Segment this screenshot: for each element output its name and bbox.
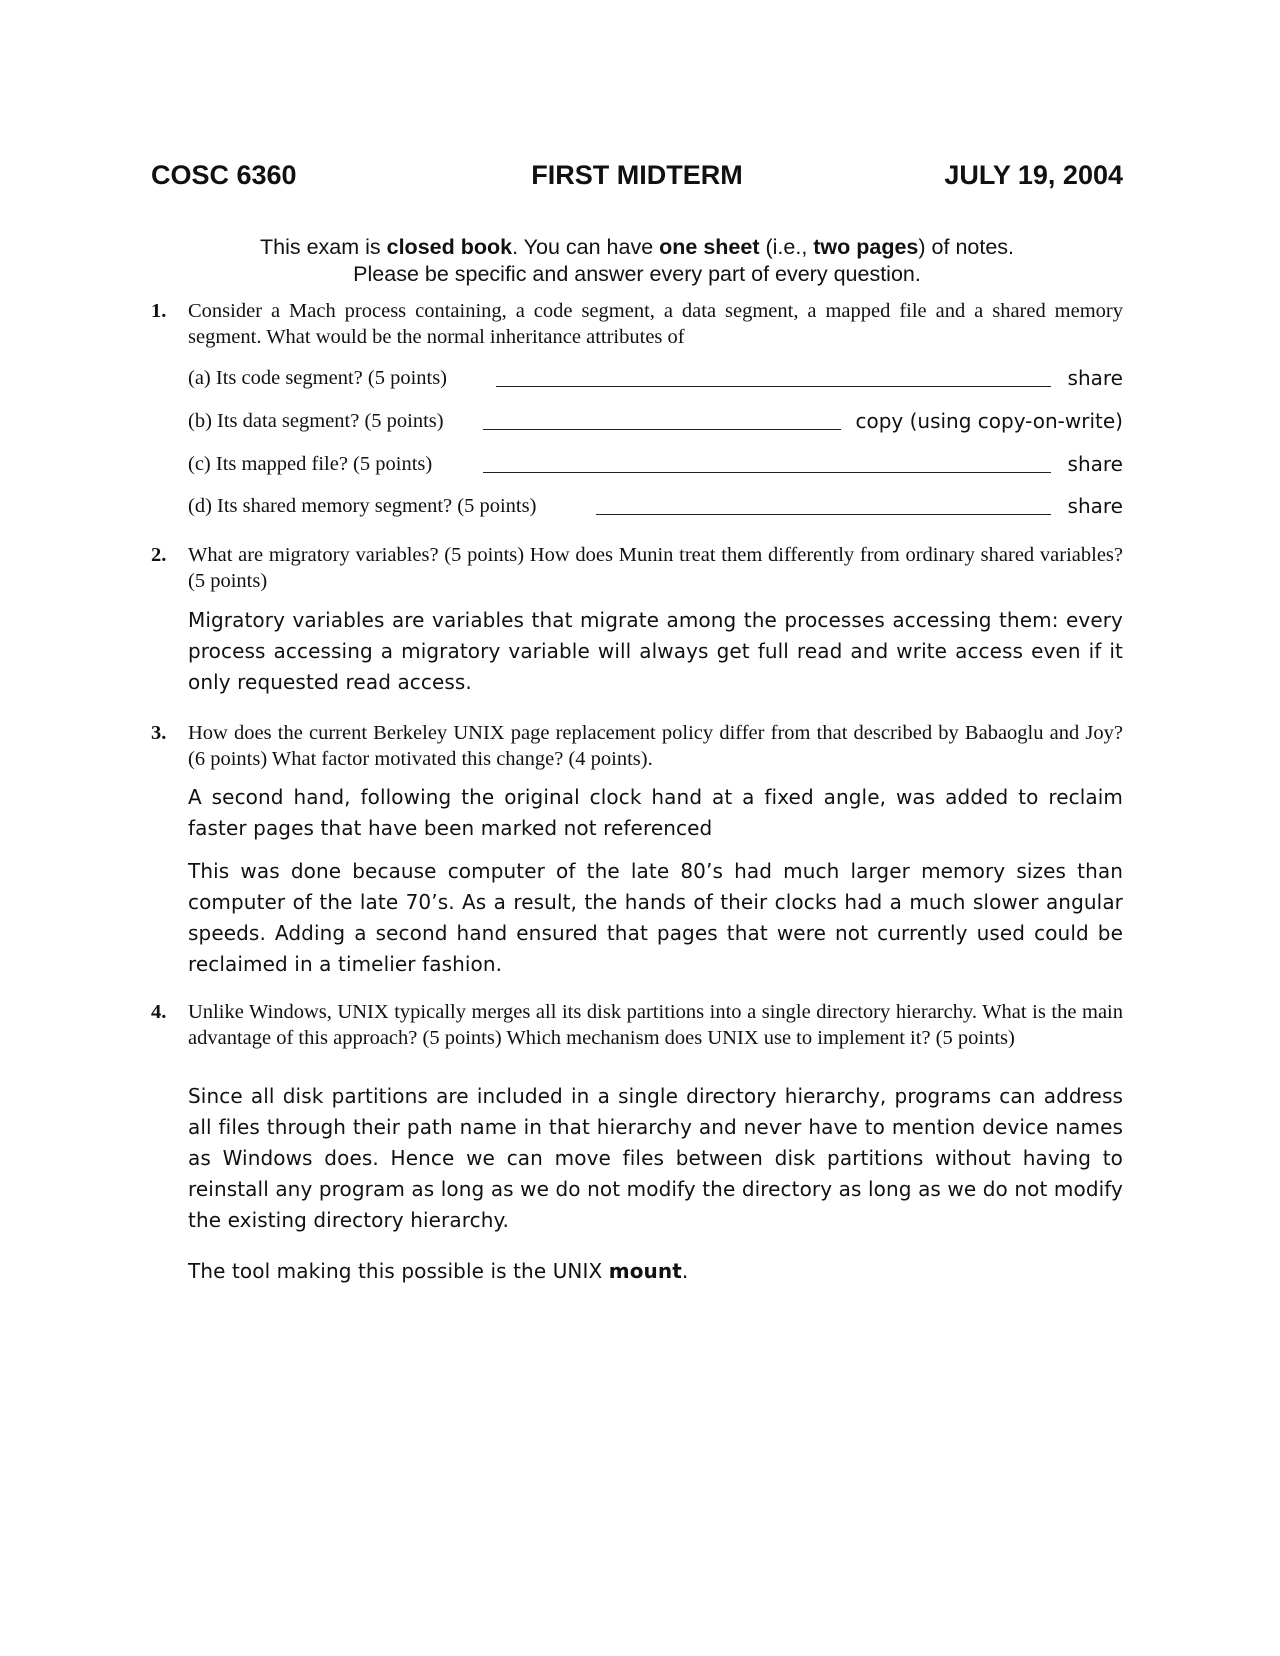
- exam-header: [151, 160, 1123, 200]
- sub-question-answer: share: [1067, 494, 1123, 518]
- sub-question-label: (a) Its code segment? (5 points): [188, 367, 448, 389]
- instructions-line-1: This exam is closed book. You can have one sheet (i.e., two pages) of notes.: [259, 235, 1015, 259]
- question-text: What are migratory variables? (5 points) How does Munin treat them differently from ordinary shared variables? (5 points): [188, 544, 1123, 592]
- question-1c: [188, 450, 1123, 480]
- answer-line: [596, 514, 1051, 515]
- answer-line: [496, 386, 1051, 387]
- question-3: [151, 720, 1123, 772]
- answer-4-part-1: Since all disk partitions are included in a single directory hierarchy, programs can address all files through their path name in that hierarchy and never have to mention device names as Windows does. Hence we can move files between disk partitions without having to reinstall any program as long as we do not modify the directory as long as we do not modify the existing directory hierarchy.: [188, 1084, 1123, 1232]
- answer-line: [483, 429, 841, 430]
- exam-instructions: [151, 234, 1123, 288]
- question-1b: [188, 407, 1123, 437]
- question-1a: [188, 364, 1123, 394]
- exam-title: FIRST MIDTERM: [531, 160, 743, 190]
- sub-question-label: (c) Its mapped file? (5 points): [188, 453, 433, 475]
- answer-3-part-1: A second hand, following the original clock hand at a fixed angle, was added to reclaim faster pages that have been marked not referenced: [188, 785, 1123, 840]
- question-text: How does the current Berkeley UNIX page replacement policy differ from that described by Babaoglu and Joy? (6 points) What factor motivated this change? (4 points).: [188, 722, 1123, 770]
- answer-line: [483, 472, 1051, 473]
- question-4: [151, 999, 1123, 1051]
- sub-question-answer: share: [1067, 452, 1123, 476]
- course-code: COSC 6360: [151, 160, 297, 190]
- question-number: 1.: [151, 300, 167, 322]
- sub-question-answer: copy (using copy-on-write): [855, 409, 1123, 433]
- exam-date: JULY 19, 2004: [944, 160, 1123, 190]
- question-number: 3.: [151, 722, 167, 744]
- sub-question-answer: share: [1067, 366, 1123, 390]
- answer-2: Migratory variables are variables that migrate among the processes accessing them: every process accessing a migratory variable will always get full read and write access even if it only requested read access.: [188, 608, 1123, 694]
- question-number: 4.: [151, 1001, 167, 1023]
- question-number: 2.: [151, 544, 167, 566]
- question-2: [151, 542, 1123, 594]
- answer-4-part-2: The tool making this possible is the UNIX mount.: [188, 1259, 689, 1283]
- sub-question-label: (d) Its shared memory segment? (5 points): [188, 495, 537, 517]
- question-text: Unlike Windows, UNIX typically merges all its disk partitions into a single directory hierarchy. What is the main advantage of this approach? (5 points) Which mechanism does UNIX use to implement it? (5 points): [188, 1001, 1123, 1049]
- mount-keyword: mount: [608, 1259, 682, 1283]
- question-1d: [188, 492, 1123, 522]
- instructions-line-2: Please be specific and answer every part of every question.: [353, 262, 921, 286]
- answer-3-part-2: This was done because computer of the late 80’s had much larger memory sizes than computer of the late 70’s. As a result, the hands of their clocks had a much slower angular speeds. Adding a second hand ensured that pages that were not currently used could be reclaimed in a timelier fashion.: [188, 859, 1123, 976]
- question-text: Consider a Mach process containing, a code segment, a data segment, a mapped file and a shared memory segment. What would be the normal inheritance attributes of: [188, 300, 1123, 348]
- sub-question-label: (b) Its data segment? (5 points): [188, 410, 444, 432]
- question-1: [151, 298, 1123, 350]
